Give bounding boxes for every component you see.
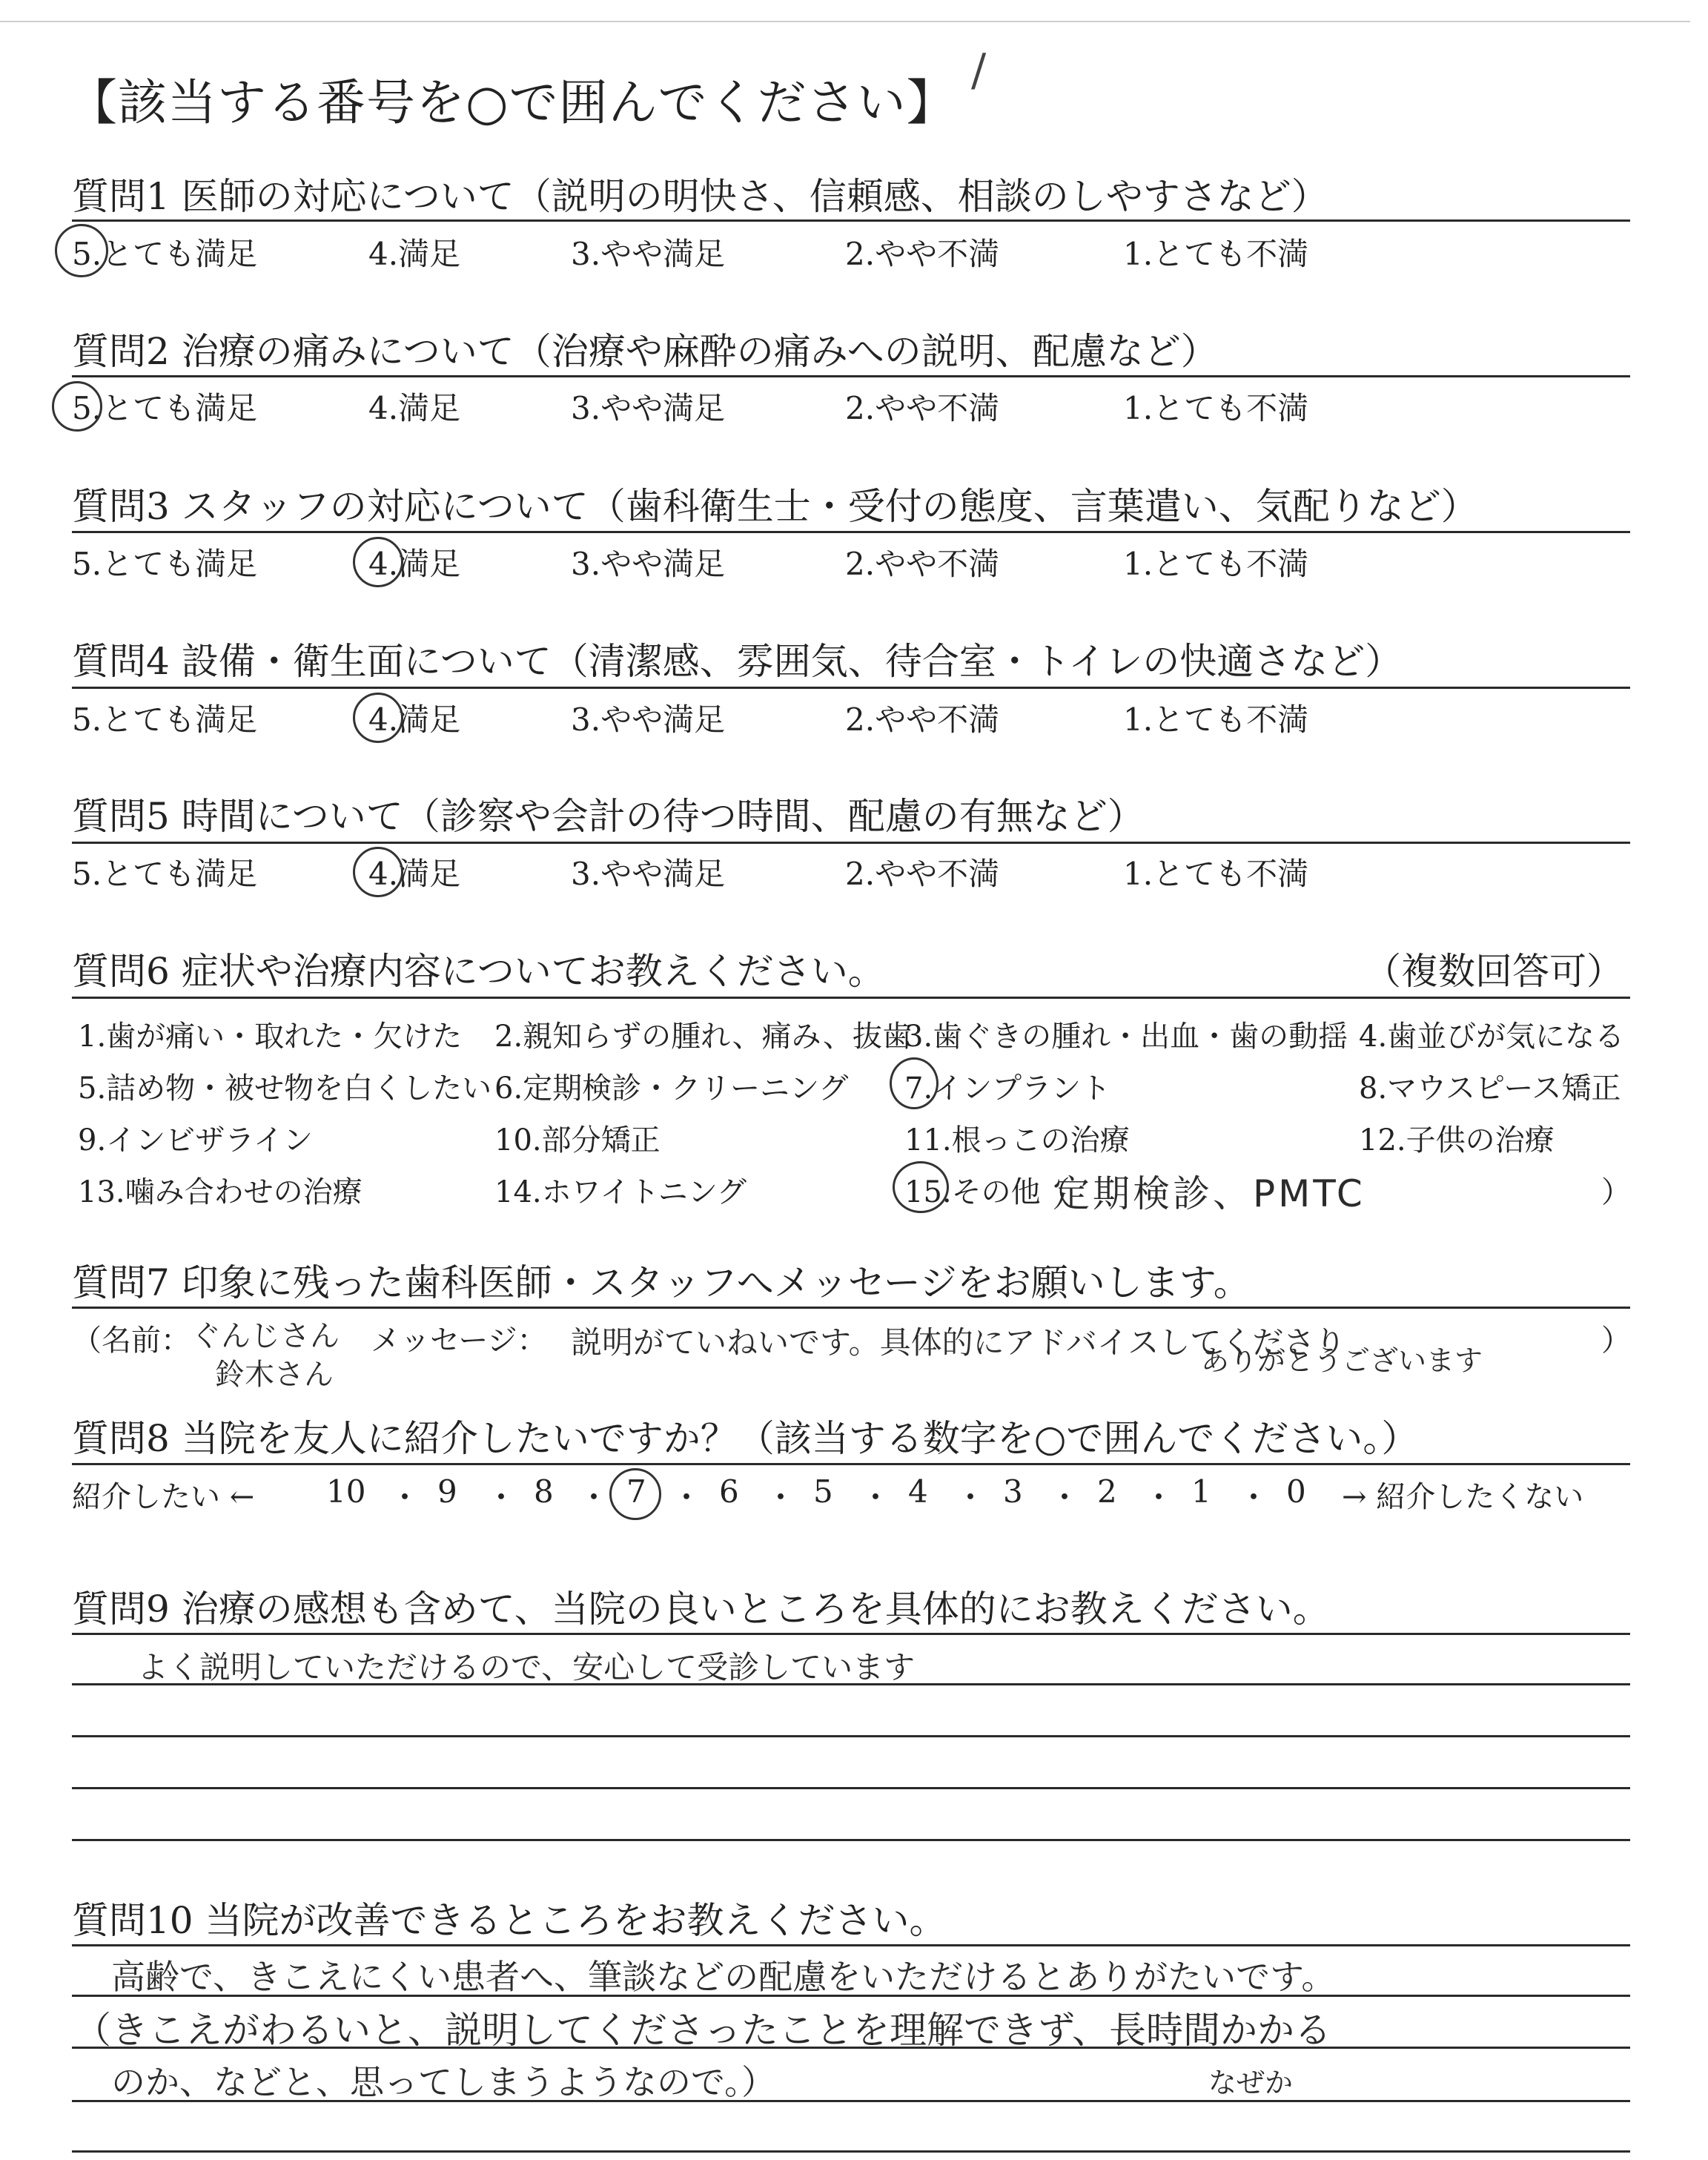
q9-title: 質問9 治療の感想も含めて、当院の良いところを具体的にお教えください。: [72, 1588, 1330, 1631]
q3-title: 質問3 スタッフの対応について（歯科衛生士・受付の態度、言葉遣い、気配りなど）: [72, 485, 1478, 528]
q8-number-0[interactable]: 0: [1286, 1473, 1306, 1510]
q3-selection-circle: [353, 537, 403, 587]
q1-option-3[interactable]: 3.やや満足: [571, 236, 726, 272]
q9-line-1: [72, 1633, 1630, 1635]
q9-line-5: [72, 1839, 1630, 1841]
q4-option-2[interactable]: 2.やや不満: [845, 701, 1000, 738]
q3-option-2[interactable]: 2.やや不満: [845, 546, 1000, 582]
q5-option-5[interactable]: 5.とても満足: [72, 856, 258, 892]
q2-selection-circle: [52, 381, 102, 432]
q4-option-4[interactable]: 4.満足: [368, 701, 461, 738]
q5-option-2[interactable]: 2.やや不満: [845, 856, 1000, 892]
q10-title: 質問10 当院が改善できるところをお教えください。: [72, 1899, 947, 1942]
q5-option-3[interactable]: 3.やや満足: [571, 856, 726, 892]
q6-item-9[interactable]: 9.インビザライン: [78, 1123, 313, 1157]
q8-dot: ・: [1049, 1479, 1081, 1516]
q4-divider: [72, 687, 1630, 689]
q8-number-10[interactable]: 10: [326, 1473, 366, 1510]
q2-option-4[interactable]: 4.満足: [368, 390, 461, 426]
q8-selection-circle: [609, 1468, 661, 1520]
q7-message-2: ありがとうございます: [1201, 1344, 1483, 1377]
q1-option-5[interactable]: 5.とても満足: [72, 236, 258, 272]
q8-dot: ・: [955, 1479, 987, 1516]
q9-answer: よく説明していただけるので、安心して受診しています: [137, 1649, 916, 1685]
q9-line-4: [72, 1787, 1630, 1789]
q8-title: 質問8 当院を友人に紹介したいですか？（該当する数字を○で囲んでください。）: [72, 1417, 1419, 1460]
q6-item-1[interactable]: 1.歯が痛い・取れた・欠けた: [78, 1020, 463, 1054]
q8-right-label: → 紹介したくない: [1342, 1480, 1584, 1514]
q4-option-1[interactable]: 1.とても不満: [1123, 701, 1309, 738]
q6-item-3[interactable]: 3.歯ぐきの腫れ・出血・歯の動揺: [904, 1020, 1348, 1054]
q6-item-5[interactable]: 5.詰め物・被せ物を白くしたい: [78, 1071, 492, 1106]
q8-dot: ・: [389, 1479, 421, 1516]
q5-option-4[interactable]: 4.満足: [368, 856, 461, 892]
q6-item-2[interactable]: 2.親知らずの腫れ、痛み、抜歯: [494, 1020, 912, 1054]
q1-option-4[interactable]: 4.満足: [368, 236, 461, 272]
q7-title: 質問7 印象に残った歯科医師・スタッフへメッセージをお願いします。: [72, 1261, 1251, 1304]
q10-line-2: [72, 1995, 1630, 1997]
q6-other-close-paren: ）: [1601, 1175, 1631, 1209]
q1-selection-circle: [55, 224, 108, 277]
q1-option-2[interactable]: 2.やや不満: [845, 236, 1000, 272]
q9-line-2: [72, 1683, 1630, 1685]
q6-item-6[interactable]: 6.定期検診・クリーニング: [494, 1071, 849, 1106]
q8-dot: ・: [1143, 1479, 1175, 1516]
q2-option-5[interactable]: 5.とても満足: [72, 390, 258, 426]
q3-option-1[interactable]: 1.とても不満: [1123, 546, 1309, 582]
q1-title: 質問1 医師の対応について（説明の明快さ、信頼感、相談のしやすさなど）: [72, 175, 1328, 218]
q5-divider: [72, 842, 1630, 844]
q8-dot: ・: [578, 1479, 610, 1516]
q2-option-2[interactable]: 2.やや不満: [845, 390, 1000, 426]
stray-mark: /: [971, 44, 987, 96]
q8-dot: ・: [860, 1479, 892, 1516]
q6-item-10[interactable]: 10.部分矯正: [494, 1123, 661, 1157]
q10-insert-note: なぜか: [1208, 2067, 1294, 2099]
q7-message-1: 説明がていねいです。具体的にアドバイスしてくださり: [571, 1324, 1346, 1361]
q6-title: 質問6 症状や治療内容についてお教えください。: [72, 950, 885, 993]
q2-divider: [72, 375, 1630, 377]
q8-dot: ・: [486, 1479, 517, 1516]
q1-divider: [72, 219, 1630, 222]
q8-divider: [72, 1463, 1630, 1465]
q6-selection-circle-7: [890, 1057, 939, 1109]
q6-item-11[interactable]: 11.根っこの治療: [904, 1123, 1130, 1157]
page-title: 【該当する番号を○で囲んでください】: [68, 74, 956, 131]
q8-dot: ・: [1238, 1479, 1270, 1516]
q8-number-3[interactable]: 3: [1003, 1473, 1023, 1510]
q7-message-label: メッセージ：: [371, 1324, 547, 1358]
q6-item-14[interactable]: 14.ホワイトニング: [494, 1175, 747, 1209]
q10-line-1: [72, 1944, 1630, 1946]
q5-option-1[interactable]: 1.とても不満: [1123, 856, 1309, 892]
q7-name-value-2: 鈴木さん: [215, 1358, 334, 1392]
q10-answer-3: のか、などと、思ってしまうようなので。）: [111, 2062, 776, 2102]
q7-name-label: （名前：: [72, 1324, 191, 1358]
q3-divider: [72, 531, 1630, 533]
q8-number-9[interactable]: 9: [437, 1473, 457, 1510]
q8-number-8[interactable]: 8: [534, 1473, 554, 1510]
q4-title: 質問4 設備・衛生面について（清潔感、雰囲気、待合室・トイレの快適さなど）: [72, 640, 1403, 683]
q6-item-13[interactable]: 13.噛み合わせの治療: [78, 1175, 363, 1209]
q5-title: 質問5 時間について（診察や会計の待つ時間、配慮の有無など）: [72, 795, 1145, 838]
q6-note: （複数回答可）: [1364, 950, 1623, 993]
q8-number-2[interactable]: 2: [1097, 1473, 1117, 1510]
q3-option-3[interactable]: 3.やや満足: [571, 546, 726, 582]
q2-title: 質問2 治療の痛みについて（治療や麻酔の痛みへの説明、配慮など）: [72, 330, 1218, 373]
q10-line-4: [72, 2100, 1630, 2102]
q6-item-7[interactable]: 7.インプラント: [904, 1071, 1111, 1106]
q6-item-8[interactable]: 8.マウスピース矯正: [1359, 1071, 1621, 1106]
q8-number-7[interactable]: 7: [626, 1473, 646, 1510]
q7-close-paren: ）: [1601, 1324, 1631, 1358]
q2-option-1[interactable]: 1.とても不満: [1123, 390, 1309, 426]
q6-other-text: 定期検診、PMTC: [1053, 1172, 1366, 1215]
q5-selection-circle: [353, 847, 403, 897]
q6-item-15[interactable]: 15.その他（: [904, 1175, 1070, 1209]
q6-item-4[interactable]: 4.歯並びが気になる: [1359, 1020, 1625, 1054]
q6-item-12[interactable]: 12.子供の治療: [1359, 1123, 1555, 1157]
q8-number-4[interactable]: 4: [908, 1473, 928, 1510]
q4-option-5[interactable]: 5.とても満足: [72, 701, 258, 738]
q8-number-5[interactable]: 5: [813, 1473, 833, 1510]
q7-divider: [72, 1307, 1630, 1309]
q3-option-4[interactable]: 4.満足: [368, 546, 461, 582]
q8-left-label: 紹介したい ←: [72, 1480, 255, 1514]
q10-line-5: [72, 2150, 1630, 2153]
q10-answer-1: 高齢で、きこえにくい患者へ、筆談などの配慮をいただけるとありがたいです。: [111, 1957, 1336, 1997]
q3-option-5[interactable]: 5.とても満足: [72, 546, 258, 582]
q8-dot: ・: [671, 1479, 703, 1516]
q8-number-6[interactable]: 6: [719, 1473, 739, 1510]
q8-dot: ・: [765, 1479, 797, 1516]
q8-number-1[interactable]: 1: [1191, 1473, 1211, 1510]
q7-name-value-1: ぐんじさん: [191, 1319, 340, 1353]
q9-line-3: [72, 1735, 1630, 1737]
q1-option-1[interactable]: 1.とても不満: [1123, 236, 1309, 272]
q10-answer-2: （きこえがわるいと、説明してくださったことを理解できず、長時間かかる: [74, 2009, 1331, 2052]
q4-selection-circle: [353, 693, 403, 743]
q6-divider: [72, 997, 1630, 999]
q6-selection-circle-15: [893, 1161, 949, 1213]
q10-line-3: [72, 2047, 1630, 2049]
q4-option-3[interactable]: 3.やや満足: [571, 701, 726, 738]
scan-edge-line: [0, 21, 1690, 22]
q2-option-3[interactable]: 3.やや満足: [571, 390, 726, 426]
